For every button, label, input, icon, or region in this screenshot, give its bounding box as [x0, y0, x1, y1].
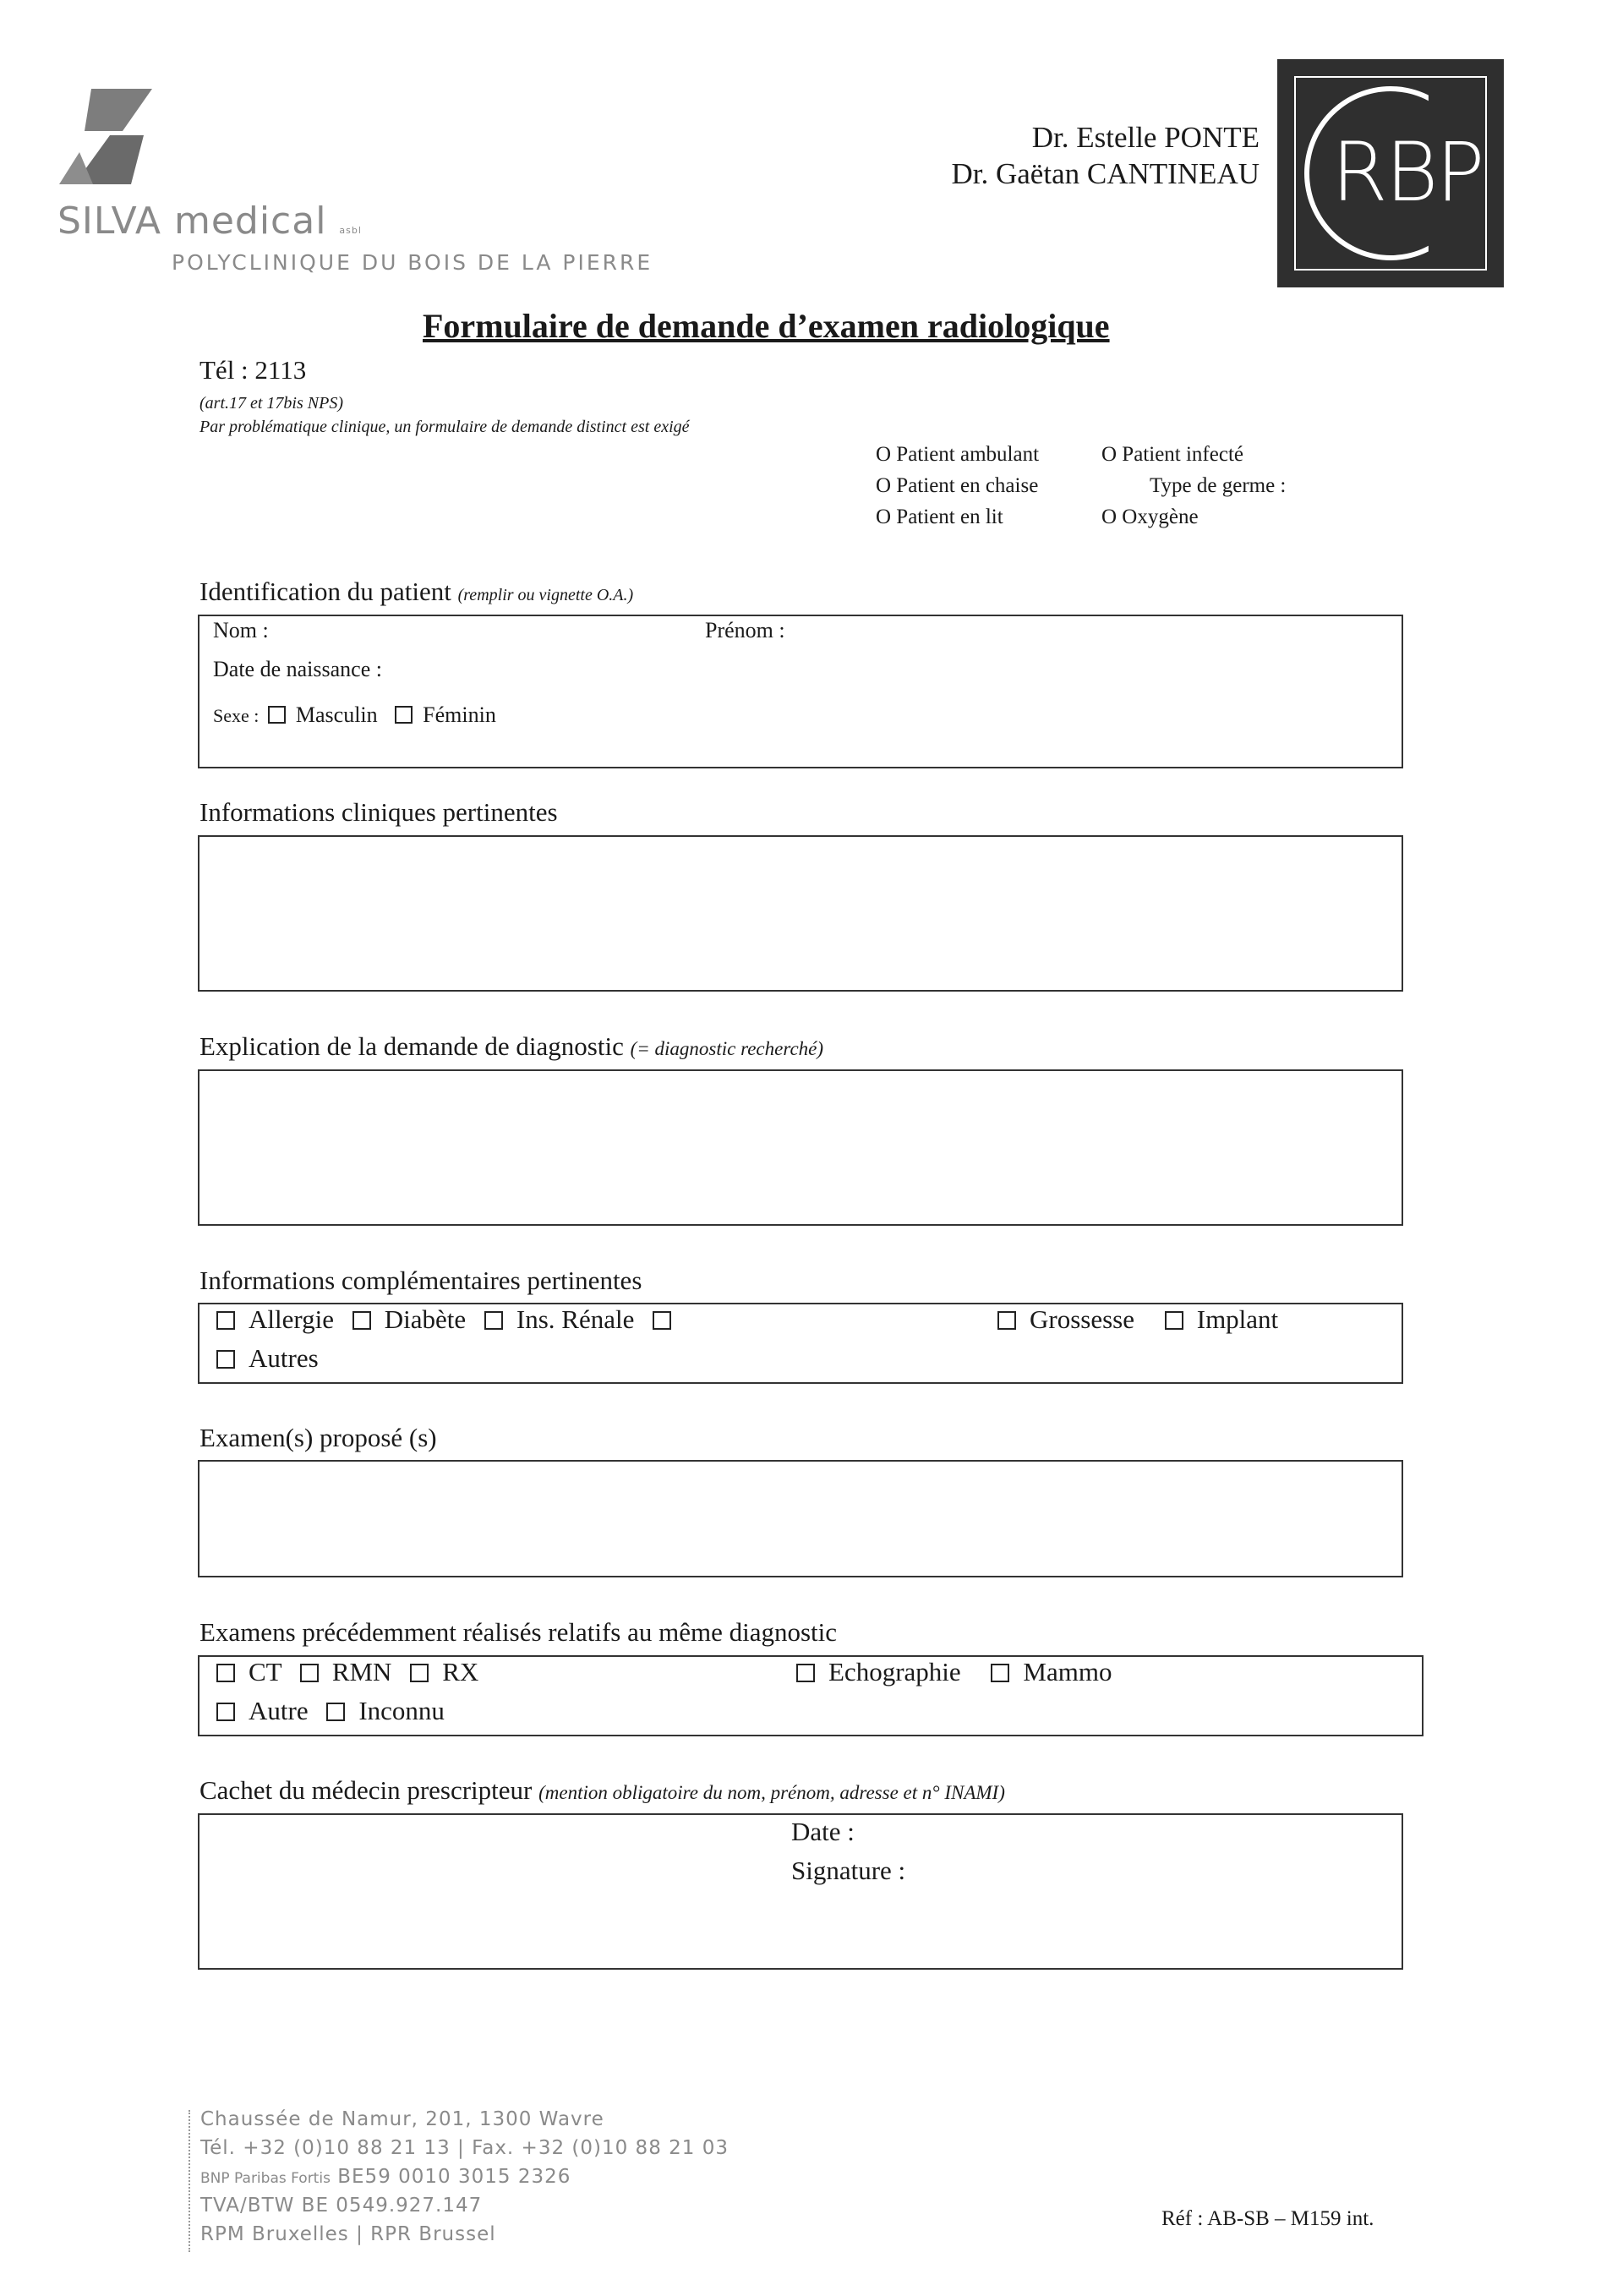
diagnostic-textbox[interactable] — [198, 1069, 1403, 1226]
rmn-checkbox[interactable] — [300, 1664, 319, 1682]
inconnu-checkbox[interactable] — [326, 1703, 345, 1721]
footer-bank-label: BNP Paribas Fortis — [200, 2170, 331, 2187]
diagnostic-heading — [199, 1031, 823, 1062]
status-oxygene[interactable]: O Oxygène — [1101, 506, 1199, 528]
doctor-2: Dr. Gaëtan CANTINEAU — [951, 157, 1260, 190]
logo-subtitle: POLYCLINIQUE DU BOIS DE LA PIERRE — [172, 250, 653, 275]
ct-checkbox[interactable] — [216, 1664, 235, 1682]
identification-heading-text: Identification du patient — [199, 577, 451, 606]
complementary-row-1-right — [997, 1304, 1278, 1335]
grossesse-label: Grossesse — [1030, 1304, 1134, 1334]
status-ambulant[interactable]: O Patient ambulant — [876, 443, 1040, 466]
nom-label[interactable]: Nom : — [213, 618, 269, 642]
status-infecte[interactable]: O Patient infecté — [1101, 443, 1243, 466]
identification-heading-note: (remplir ou vignette O.A.) — [457, 586, 634, 604]
footer-divider — [189, 2110, 190, 2252]
silva-logo-mark-icon — [59, 85, 169, 190]
complementary-row-2 — [216, 1343, 319, 1374]
doctor-1: Dr. Estelle PONTE — [1031, 121, 1260, 154]
proposed-heading: Examen(s) proposé (s) — [199, 1423, 437, 1452]
ins-renale-label: Ins. Rénale — [516, 1304, 635, 1334]
footer-ref: Réf : AB-SB – M159 int. — [1161, 2207, 1374, 2230]
silva-logo — [59, 85, 169, 190]
masculin-label: Masculin — [295, 702, 378, 727]
diagnostic-heading-text: Explication de la demande de diagnostic — [199, 1031, 624, 1061]
footer-rpm: RPM Bruxelles | RPR Brussel — [200, 2223, 496, 2245]
mammo-checkbox[interactable] — [991, 1664, 1009, 1682]
previous-box — [198, 1655, 1424, 1736]
previous-row-1 — [216, 1657, 478, 1687]
inconnu-label: Inconnu — [358, 1696, 445, 1725]
ct-label: CT — [249, 1657, 282, 1686]
implant-label: Implant — [1196, 1304, 1279, 1334]
stamp-box[interactable] — [198, 1813, 1403, 1970]
implant-checkbox[interactable] — [1165, 1311, 1183, 1330]
legal-ref: (art.17 et 17bis NPS) — [199, 394, 343, 413]
footer-vat: TVA/BTW BE 0549.927.147 — [200, 2195, 483, 2217]
sexe-row — [213, 702, 496, 728]
identification-heading — [199, 577, 633, 607]
ins-renale-checkbox[interactable] — [484, 1311, 503, 1330]
signature-label[interactable]: Signature : — [791, 1856, 906, 1885]
autre-checkbox[interactable] — [216, 1703, 235, 1721]
previous-row-2 — [216, 1696, 445, 1726]
footer-bank — [200, 2166, 571, 2188]
dob-label[interactable]: Date de naissance : — [213, 657, 382, 681]
prenom-label[interactable]: Prénom : — [705, 618, 785, 642]
germ-type-label: Type de germe : — [1150, 474, 1287, 497]
logo-name — [57, 200, 362, 243]
clinical-textbox[interactable] — [198, 835, 1403, 992]
diagnostic-heading-note: (= diagnostic recherché) — [630, 1038, 824, 1059]
clinical-heading: Informations cliniques pertinentes — [199, 797, 558, 827]
feminin-label: Féminin — [423, 702, 496, 727]
autres-label: Autres — [249, 1343, 319, 1373]
diabete-label: Diabète — [384, 1304, 467, 1334]
legal-note: Par problématique clinique, un formulaire de demande distinct est exigé — [199, 418, 690, 436]
identification-box — [198, 615, 1403, 768]
echographie-checkbox[interactable] — [796, 1664, 815, 1682]
status-lit[interactable]: O Patient en lit — [876, 506, 1003, 528]
stamp-heading-text: Cachet du médecin prescripteur — [199, 1775, 533, 1805]
crbp-logo-text: RBP — [1331, 125, 1483, 220]
complementary-box — [198, 1303, 1403, 1384]
grossesse-checkbox[interactable] — [997, 1311, 1016, 1330]
blank-checkbox[interactable] — [653, 1311, 671, 1330]
logo-suffix: asbl — [339, 225, 362, 236]
logo-name-text: SILVA medical — [57, 200, 327, 243]
footer-bank-number: BE59 0010 3015 2326 — [337, 2166, 571, 2188]
footer-address: Chaussée de Namur, 201, 1300 Wavre — [200, 2108, 604, 2130]
rx-checkbox[interactable] — [410, 1664, 429, 1682]
status-chaise[interactable]: O Patient en chaise — [876, 474, 1039, 497]
complementary-row-1 — [216, 1304, 685, 1335]
stamp-heading-note: (mention obligatoire du nom, prénom, adresse et n° INAMI) — [538, 1782, 1005, 1803]
previous-heading: Examens précédemment réalisés relatifs au même diagnostic — [199, 1617, 838, 1647]
autre-label: Autre — [249, 1696, 309, 1725]
sexe-label: Sexe : — [213, 705, 260, 726]
masculin-checkbox[interactable] — [268, 706, 286, 724]
mammo-label: Mammo — [1023, 1657, 1112, 1686]
allergie-checkbox[interactable] — [216, 1311, 235, 1330]
echographie-label: Echographie — [828, 1657, 961, 1686]
feminin-checkbox[interactable] — [395, 706, 413, 724]
footer-phone: Tél. +32 (0)10 88 21 13 | Fax. +32 (0)10 88 21 03 — [200, 2137, 729, 2159]
rmn-label: RMN — [331, 1657, 392, 1686]
crbp-logo — [1277, 59, 1504, 287]
proposed-textbox[interactable] — [198, 1460, 1403, 1577]
complementary-heading: Informations complémentaires pertinentes — [199, 1266, 642, 1295]
allergie-label: Allergie — [249, 1304, 335, 1334]
previous-row-1-right — [796, 1657, 1112, 1687]
date-label[interactable]: Date : — [791, 1817, 855, 1846]
form-title: Formulaire de demande d’examen radiologique — [423, 307, 1110, 345]
telephone: Tél : 2113 — [199, 355, 307, 385]
stamp-heading — [199, 1775, 1005, 1806]
rx-label: RX — [442, 1657, 479, 1686]
autres-checkbox[interactable] — [216, 1350, 235, 1369]
diabete-checkbox[interactable] — [352, 1311, 371, 1330]
